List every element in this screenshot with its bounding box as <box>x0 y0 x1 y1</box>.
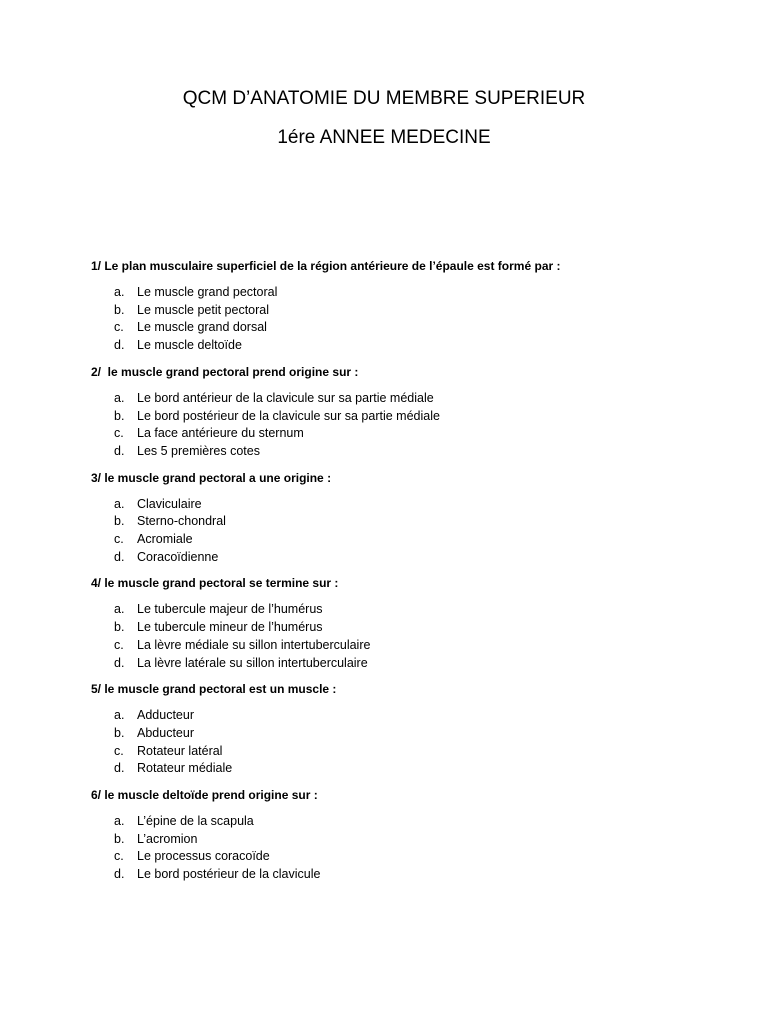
option-letter: d. <box>114 338 125 353</box>
option-item <box>91 302 731 320</box>
option-letter: a. <box>114 602 125 617</box>
option-item <box>91 707 731 725</box>
option-item <box>91 725 731 743</box>
question-text: 5/ le muscle grand pectoral est un muscle : <box>91 682 337 697</box>
question-text: 6/ le muscle deltoïde prend origine sur : <box>91 788 318 803</box>
option-text: Le tubercule mineur de l’humérus <box>137 620 323 635</box>
question-text: 3/ le muscle grand pectoral a une origine : <box>91 470 332 485</box>
option-letter: b. <box>114 831 125 846</box>
option-item <box>91 549 731 567</box>
question-1 <box>91 258 731 355</box>
option-item <box>91 390 731 408</box>
option-item <box>91 425 731 443</box>
option-letter: b. <box>114 302 125 317</box>
option-letter: b. <box>114 620 125 635</box>
option-text: Le tubercule majeur de l’humérus <box>137 602 323 617</box>
option-letter: a. <box>114 285 125 299</box>
option-letter: d. <box>114 761 125 776</box>
option-letter: a. <box>114 814 125 829</box>
option-letter: c. <box>114 320 124 335</box>
option-text: Le bord postérieur de la clavicule sur sa partie médiale <box>137 408 440 423</box>
option-item <box>91 601 731 619</box>
option-text: Coracoïdienne <box>137 549 219 564</box>
option-item <box>91 408 731 426</box>
option-item <box>91 513 731 531</box>
document-subtitle: 1ére ANNEE MEDECINE <box>277 127 491 148</box>
option-letter: d. <box>114 655 125 670</box>
option-text: Le processus coracoïde <box>137 849 270 864</box>
option-letter: b. <box>114 408 125 423</box>
option-text: L’acromion <box>137 831 198 846</box>
option-text: La lèvre latérale su sillon intertuberculaire <box>137 655 368 670</box>
option-text: Le muscle grand dorsal <box>137 320 267 335</box>
question-5 <box>91 681 731 778</box>
option-text: Acromiale <box>137 532 193 547</box>
option-letter: c. <box>114 426 124 441</box>
option-text: Le bord postérieur de la clavicule <box>137 867 321 882</box>
question-text: 1/ Le plan musculaire superficiel de la région antérieure de l’épaule est formé par : <box>91 259 561 273</box>
option-list <box>91 601 731 672</box>
document-title: QCM D’ANATOMIE DU MEMBRE SUPERIEUR <box>182 88 586 109</box>
question-3 <box>91 470 731 567</box>
option-letter: d. <box>114 443 125 458</box>
option-letter: c. <box>114 743 124 758</box>
option-item <box>91 443 731 461</box>
option-letter: c. <box>114 637 124 652</box>
option-item <box>91 637 731 655</box>
option-letter: c. <box>114 532 124 547</box>
option-list <box>91 707 731 778</box>
option-list <box>91 496 731 567</box>
option-text: La lèvre médiale su sillon intertuberculaire <box>137 637 371 652</box>
question-list <box>91 258 731 884</box>
option-letter: b. <box>114 514 125 529</box>
option-item <box>91 496 731 514</box>
option-list <box>91 390 731 461</box>
option-letter: b. <box>114 725 125 740</box>
question-4 <box>91 575 731 672</box>
option-text: La face antérieure du sternum <box>137 426 304 441</box>
option-item <box>91 760 731 778</box>
option-text: Sterno-chondral <box>137 514 226 529</box>
option-item <box>91 284 731 302</box>
option-list <box>91 284 731 355</box>
option-text: L’épine de la scapula <box>137 814 254 829</box>
option-item <box>91 848 731 866</box>
option-item <box>91 813 731 831</box>
option-text: Le bord antérieur de la clavicule sur sa partie médiale <box>137 390 434 405</box>
option-item <box>91 866 731 884</box>
option-letter: a. <box>114 390 125 405</box>
option-item <box>91 619 731 637</box>
option-text: Claviculaire <box>137 496 202 511</box>
option-letter: c. <box>114 849 124 864</box>
option-text: Le muscle grand pectoral <box>137 285 278 299</box>
option-item <box>91 337 731 355</box>
option-item <box>91 831 731 849</box>
question-text: 2/ le muscle grand pectoral prend origine sur : <box>91 364 359 379</box>
question-6 <box>91 787 731 884</box>
option-text: Rotateur latéral <box>137 743 223 758</box>
question-2 <box>91 364 731 461</box>
option-item <box>91 743 731 761</box>
option-text: Abducteur <box>137 725 194 740</box>
option-text: Adducteur <box>137 708 194 723</box>
option-letter: d. <box>114 867 125 882</box>
option-letter: a. <box>114 496 125 511</box>
option-text: Les 5 premières cotes <box>137 443 260 458</box>
option-text: Le muscle deltoïde <box>137 338 242 353</box>
option-item <box>91 531 731 549</box>
option-letter: d. <box>114 549 125 564</box>
option-text: Le muscle petit pectoral <box>137 302 270 317</box>
option-list <box>91 813 731 884</box>
option-item <box>91 655 731 673</box>
option-letter: a. <box>114 708 125 723</box>
option-item <box>91 319 731 337</box>
option-text: Rotateur médiale <box>137 761 233 776</box>
question-text: 4/ le muscle grand pectoral se termine sur : <box>91 576 339 591</box>
